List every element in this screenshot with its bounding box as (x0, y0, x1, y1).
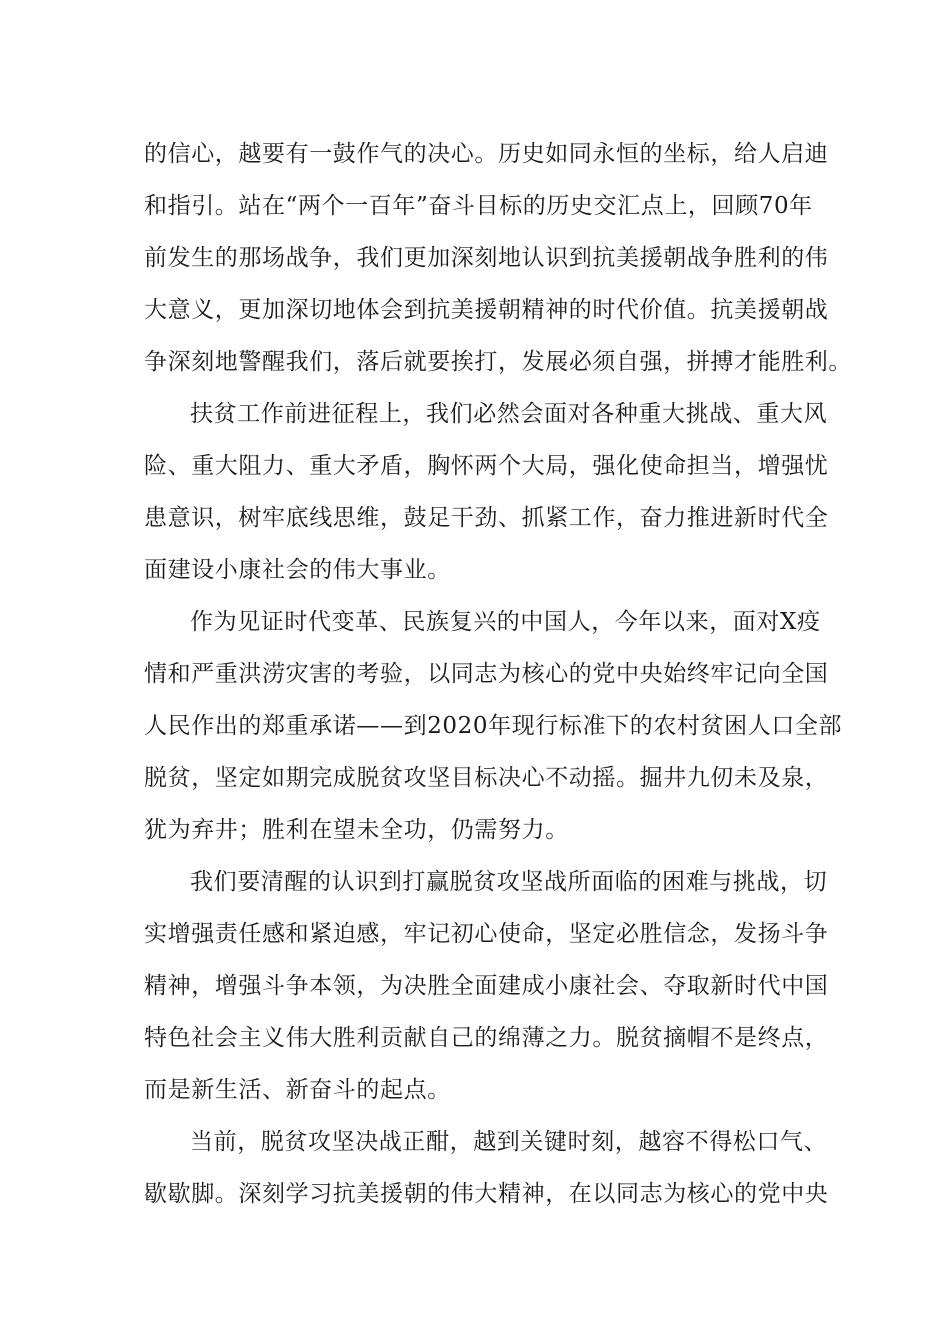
text-line: 我们要清醒的认识到打赢脱贫攻坚战所面临的困难与挑战，切 (190, 869, 828, 895)
paragraph (144, 388, 829, 596)
text-line: 患意识，树牢底线思维，鼓足干劲、抓紧工作，奋力推进新时代全 (144, 505, 829, 531)
text-line: 面建设小康社会的伟大事业。 (144, 557, 451, 583)
text-line: 人民作出的郑重承诺——到2020年现行标准下的农村贫困人口全部 (144, 713, 843, 739)
text-line: 前发生的那场战争，我们更加深刻地认识到抗美援朝战争胜利的伟 (144, 245, 829, 271)
text-line: 脱贫，坚定如期完成脱贫攻坚目标决心不动摇。掘井九仞未及泉， (144, 765, 829, 791)
paragraph (144, 128, 852, 388)
text-line: 当前，脱贫攻坚决战正酣，越到关键时刻，越容不得松口气、 (190, 1129, 828, 1155)
text-line: 情和严重洪涝灾害的考验，以同志为核心的党中央始终牢记向全国 (144, 661, 829, 687)
text-line: 的信心，越要有一鼓作气的决心。历史如同永恒的坐标，给人启迪 (144, 141, 829, 167)
text-line: 歇歇脚。深刻学习抗美援朝的伟大精神，在以同志为核心的党中央 (144, 1181, 829, 1207)
text-line: 特色社会主义伟大胜利贡献自己的绵薄之力。脱贫摘帽不是终点， (144, 1025, 829, 1051)
paragraph (144, 856, 829, 1116)
text-line: 精神，增强斗争本领，为决胜全面建成小康社会、夺取新时代中国 (144, 973, 829, 999)
text-line: 大意义，更加深切地体会到抗美援朝精神的时代价值。抗美援朝战 (144, 297, 829, 323)
text-line: 扶贫工作前进征程上，我们必然会面对各种重大挑战、重大风 (190, 401, 828, 427)
text-line: 而是新生活、新奋斗的起点。 (144, 1077, 451, 1103)
text-line: 实增强责任感和紧迫感，牢记初心使命，坚定必胜信念，发扬斗争 (144, 921, 829, 947)
text-line: 争深刻地警醒我们，落后就要挨打，发展必须自强，拼搏才能胜利。 (144, 349, 852, 375)
paragraph (144, 1116, 829, 1220)
document-body (144, 128, 852, 1220)
text-line: 和指引。站在“两个一百年”奋斗目标的历史交汇点上，回顾70年 (144, 193, 813, 219)
text-line: 作为见证时代变革、民族复兴的中国人，今年以来，面对X疫 (190, 609, 821, 635)
text-line: 险、重大阻力、重大矛盾，胸怀两个大局，强化使命担当，增强忧 (144, 453, 829, 479)
paragraph (144, 596, 843, 856)
text-line: 犹为弃井；胜利在望未全功，仍需努力。 (144, 817, 569, 843)
